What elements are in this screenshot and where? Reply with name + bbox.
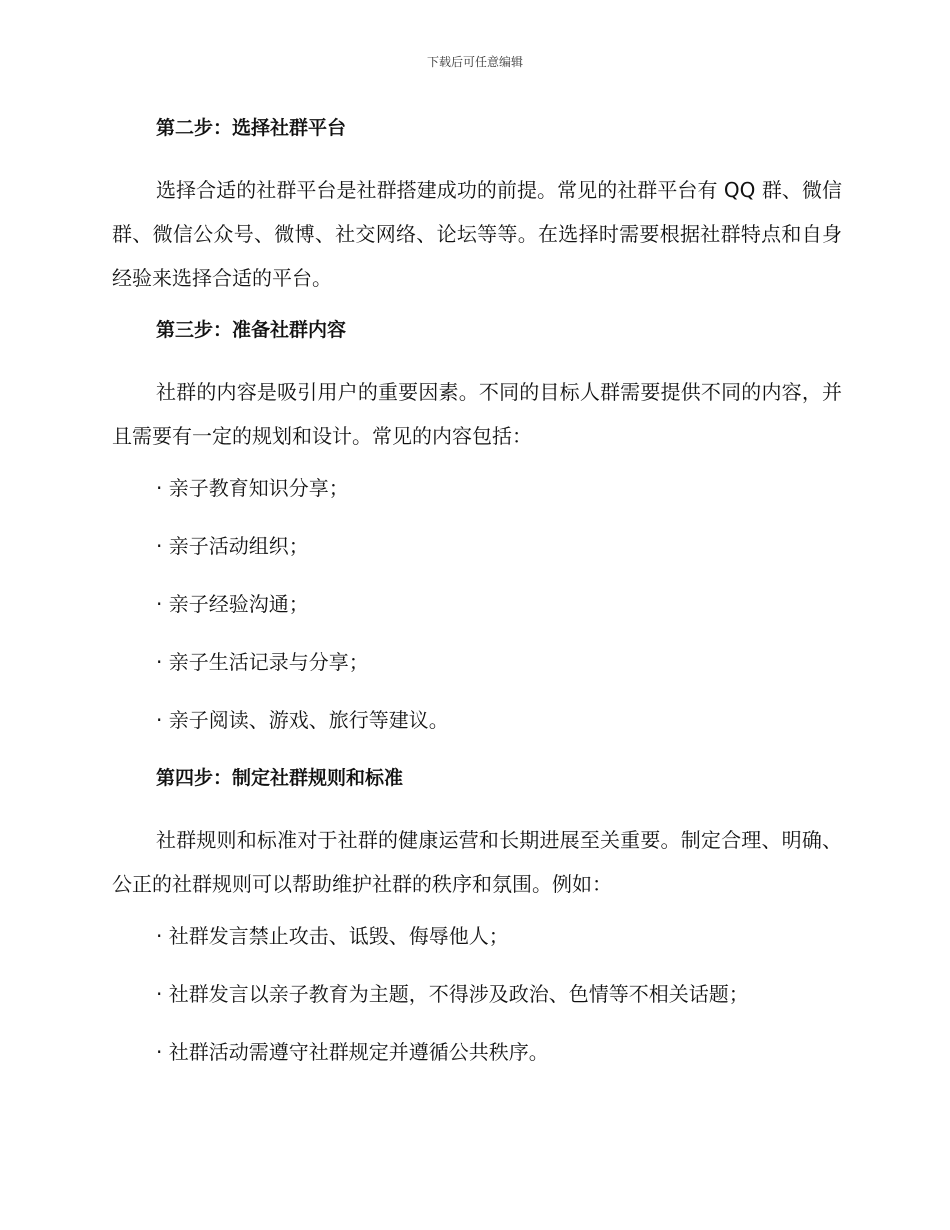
section-heading-step-2: 第二步：选择社群平台 [156,117,347,139]
section-heading-step-3: 第三步：准备社群内容 [156,319,347,341]
list-item: · 亲子活动组织； [156,534,309,558]
section-heading-step-4: 第四步：制定社群规则和标准 [156,767,404,789]
list-item: · 亲子生活记录与分享； [156,650,369,674]
section-paragraph-step-4: 社群规则和标准对于社群的健康运营和长期进展至关重要。制定合理、明确、公正的社群规则可以帮助维护社群的秩序和氛围。例如： [112,828,842,896]
header-note: 下载后可任意编辑 [426,55,523,69]
list-item: · 社群发言以亲子教育为主题，不得涉及政治、色情等不相关话题； [156,982,749,1006]
list-item: · 社群活动需遵守社群规定并遵循公共秩序。 [156,1040,549,1064]
list-item: · 亲子教育知识分享； [156,476,349,500]
document-body [112,110,842,1092]
section-paragraph-step-2: 选择合适的社群平台是社群搭建成功的前提。常见的社群平台有 QQ 群、微信群、微信公众号、微博、社交网络、论坛等等。在选择时需要根据社群特点和自身经验来选择合适的平台。 [112,178,842,290]
section-paragraph-step-3: 社群的内容是吸引用户的重要因素。不同的目标人群需要提供不同的内容，并且需要有一定的规划和设计。常见的内容包括： [112,380,842,448]
list-item: · 社群发言禁止攻击、诋毁、侮辱他人； [156,924,509,948]
list-item: · 亲子经验沟通； [156,592,309,616]
list-item: · 亲子阅读、游戏、旅行等建议。 [156,708,449,732]
